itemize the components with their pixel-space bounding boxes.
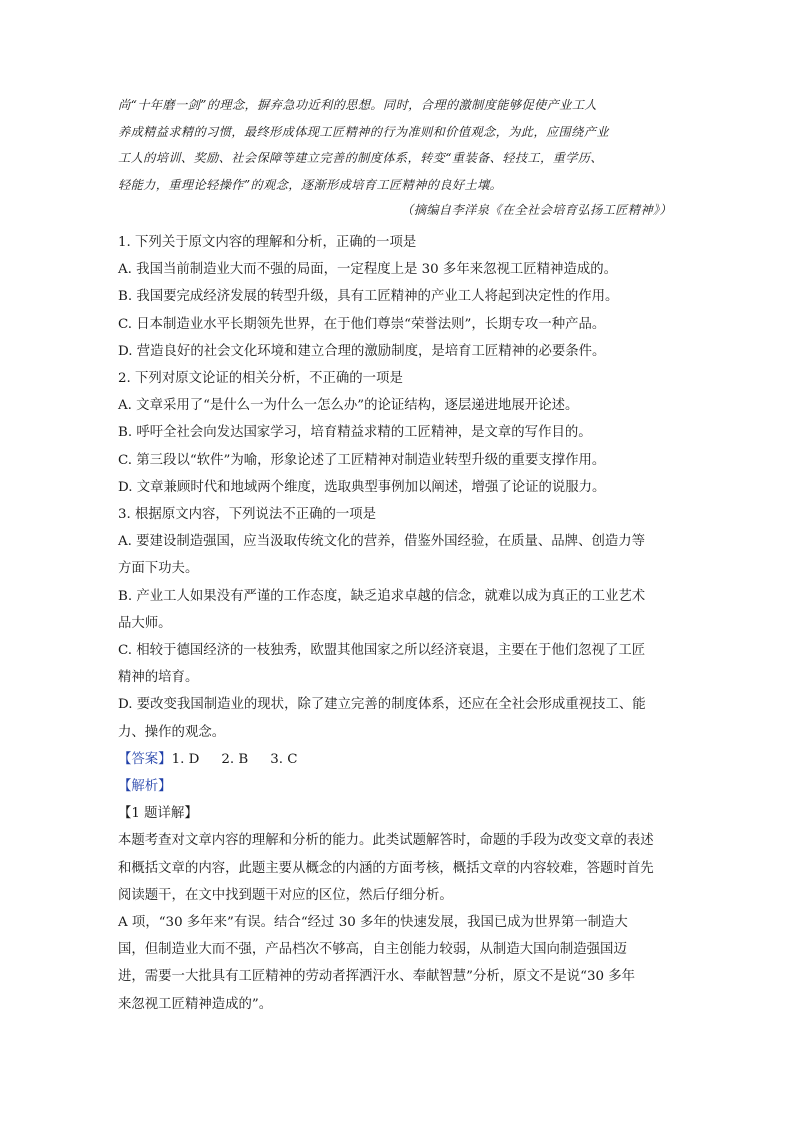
answer-line (118, 746, 678, 773)
question-3-option-d: D. 要改变我国制造业的现状，除了建立完善的制度体系，还应在全社会形成重视技工、能 (118, 697, 646, 713)
excerpt-line: 轻能力，重理论轻操作”的观念，逐渐形成培育工匠精神的良好土壤。 (118, 177, 503, 192)
question-1-option-b: B. 我国要完成经济发展的转型升级，具有工匠精神的产业工人将起到决定性的作用。 (118, 289, 619, 305)
question-3-option-d-cont: 力、操作的观念。 (118, 724, 226, 740)
excerpt-line: 尚“十年磨一剑”的理念，摒弃急功近利的思想。同时，合理的激制度能够促使产业工人 (118, 98, 597, 112)
answer-3: 3. C (270, 751, 298, 767)
question-3-option-a-cont: 方面下功夫。 (118, 561, 199, 577)
answer-2: 2. B (221, 751, 249, 767)
explanation-line: 国，但制造业大而不强，产品档次不够高，自主创能力较弱，从制造大国向制造强国迈 (118, 942, 627, 958)
answer-1: 1. D (171, 751, 200, 767)
article-excerpt (118, 92, 678, 198)
explanation-line: 来忽视工匠精神造成的”。 (118, 996, 273, 1012)
question-2-option-b: B. 呼吁全社会向发达国家学习，培育精益求精的工匠精神，是文章的写作目的。 (118, 425, 592, 441)
explanation-line: A 项，“30 多年来”有误。结合“经过 30 多年的快速发展，我国已成为世界第一制造大 (118, 915, 628, 931)
question-3-option-a: A. 要建设制造强国，应当汲取传统文化的营养，借鉴外国经验，在质量、品牌、创造力等 (118, 534, 646, 550)
excerpt-source: （摘编自李洋泉《在全社会培育弘扬工匠精神》） (401, 203, 672, 217)
question-2-stem: 2. 下列对原文论证的相关分析，不正确的一项是 (118, 371, 403, 387)
detail-label: 【1 题详解】 (118, 806, 198, 822)
question-1-option-c: C. 日本制造业水平长期领先世界，在于他们尊崇“荣誉法则”，长期专攻一种产品。 (118, 316, 606, 332)
explanation-line: 本题考查对文章内容的理解和分析的能力。此类试题解答时，命题的手段为改变文章的表述 (118, 833, 654, 849)
question-3-option-c-cont: 精神的培育。 (118, 670, 199, 686)
explanation-line: 和概括文章的内容，此题主要从概念的内涵的方面考核，概括文章的内容较难，答题时首先 (118, 860, 654, 876)
question-2-option-a: A. 文章采用了“是什么一为什么一怎么办”的论证结构，逐层递进地展开论述。 (118, 398, 579, 414)
question-1-option-a: A. 我国当前制造业大而不强的局面，一定程度上是 30 多年来忽视工匠精神造成的。 (118, 262, 618, 278)
answer-label: 【答案】 (118, 751, 172, 767)
questions-section (118, 229, 678, 1018)
explanation-line: 阅读题干，在文中找到题干对应的区位，然后仔细分析。 (118, 887, 453, 903)
question-3-option-c: C. 相较于德国经济的一枝独秀，欧盟其他国家之所以经济衰退，主要在于他们忽视了工匠 (118, 643, 646, 659)
question-2-option-c: C. 第三段以“软件”为喻，形象论述了工匠精神对制造业转型升级的重要支撑作用。 (118, 452, 606, 468)
explanation-line: 进，需要一大批具有工匠精神的劳动者挥洒汗水、奉献智慧”分析，原文不是说“30 多年 (118, 969, 636, 985)
excerpt-line: 养成精益求精的习惯，最终形成体现工匠精神的行为准则和价值观念，为此，应围绕产业 (118, 124, 609, 139)
question-1-option-d: D. 营造良好的社会文化环境和建立合理的激励制度，是培育工匠精神的必要条件。 (118, 343, 606, 359)
question-1-stem: 1. 下列关于原文内容的理解和分析，正确的一项是 (118, 235, 417, 250)
analysis-label: 【解析】 (118, 779, 172, 795)
question-3-option-b-cont: 品大师。 (118, 615, 172, 631)
question-2-option-d: D. 文章兼顾时代和地域两个维度，选取典型事例加以阐述，增强了论证的说服力。 (118, 479, 606, 495)
question-3-stem: 3. 根据原文内容，下列说法不正确的一项是 (118, 507, 377, 523)
excerpt-line: 工人的培训、奖励、社会保障等建立完善的制度体系，转变“重装备、轻技工，重学历、 (118, 151, 603, 165)
question-3-option-b: B. 产业工人如果没有严谨的工作态度，缺乏追求卓越的信念，就难以成为真正的工业艺术 (118, 588, 646, 604)
